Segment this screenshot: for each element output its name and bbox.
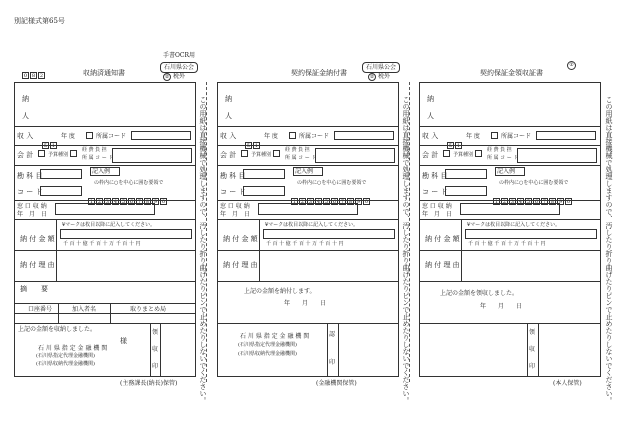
code-field[interactable] xyxy=(243,186,285,196)
dept-code-field[interactable] xyxy=(536,131,596,140)
expense-label: 経 費 負 担 xyxy=(487,147,512,153)
expense-field[interactable] xyxy=(112,148,192,163)
yen-note: ¥マークは枚目以降に記入してください。 xyxy=(62,222,156,228)
checkbox[interactable] xyxy=(241,150,248,157)
panel3-keeper: (本人保管) xyxy=(553,380,582,387)
payer-label: 納 xyxy=(427,95,434,103)
payer-label-2: 人 xyxy=(427,112,434,120)
digit-box: 7 xyxy=(340,199,345,205)
amount-field[interactable] xyxy=(465,229,597,239)
window-label: 窓 口 収 納 xyxy=(17,203,47,210)
dept-label: 所 属 コ ー ド xyxy=(82,155,114,161)
panel2-org-badge: 石川県公会 xyxy=(362,62,400,73)
checkbox[interactable] xyxy=(475,150,482,157)
col-subscriber-name: 加入者名 xyxy=(72,306,97,313)
dept-label: 所 属 コ ー ド xyxy=(285,155,317,161)
payer-label-2: 人 xyxy=(225,112,232,120)
digit-box: 0 xyxy=(566,199,571,205)
confirm-label-3: 印 xyxy=(152,363,159,370)
digit-box: 2 xyxy=(502,199,507,205)
vertical-note-1: この用紙は直接機械で処理しますので、汚したり折り曲げたりピンで止めたりしないでください。 xyxy=(199,96,207,404)
entry-example: 記入例 xyxy=(497,168,516,175)
code-boxes xyxy=(22,62,46,81)
account-label: 会 計 xyxy=(220,151,237,159)
date-label: 年 月 日 xyxy=(220,211,251,218)
window-label: 窓 口 収 納 xyxy=(422,203,452,210)
col-account-number: 口座番号 xyxy=(28,306,53,313)
year-digit: 1 xyxy=(456,143,461,149)
panel1-title: 収納済通知書 xyxy=(83,69,125,77)
expense-label: 経 費 負 担 xyxy=(82,147,107,153)
digit-box: 9 xyxy=(153,199,158,205)
payer-label: 納 xyxy=(225,95,232,103)
digit-box: 5 xyxy=(121,199,126,205)
panel3-received-text: 上記の金額を領収しました。 xyxy=(440,290,519,297)
digit-box: 8 xyxy=(348,199,353,205)
year-digits xyxy=(447,132,463,151)
year-label: 年 度 xyxy=(264,133,278,140)
digit-box: 4 xyxy=(518,199,523,205)
amount-label: 納 付 金 額 xyxy=(223,235,258,243)
amount-label: 納 付 金 額 xyxy=(425,235,460,243)
digit-box: 7 xyxy=(137,199,142,205)
year-label: 年 度 xyxy=(61,133,75,140)
dept-label: 所 属 コ ー ド xyxy=(487,155,519,161)
window-date-field[interactable] xyxy=(258,203,358,215)
budget-type-label: 予算種別 xyxy=(251,152,272,158)
budget-type-label: 予算種別 xyxy=(453,152,474,158)
tax-mark-icon: ② xyxy=(567,61,576,70)
subject-field[interactable] xyxy=(243,169,285,179)
panel1-org-badge: 石川県公会 xyxy=(160,62,198,73)
digit-box: 6 xyxy=(534,199,539,205)
confirm-label-2: 収 xyxy=(152,346,159,353)
tax-exempt-label: 税外 xyxy=(173,73,186,80)
confirm-label-2: 収 xyxy=(529,346,536,353)
dept-code-label: 所属コード xyxy=(501,133,532,140)
dept-code-field[interactable] xyxy=(334,131,394,140)
panel2-title: 契約保証金納付書 xyxy=(291,69,347,77)
yen-note: ¥マークは枚目以降に記入してください。 xyxy=(467,222,561,228)
bank-line-1: 石 川 県 指 定 金 融 機 関 xyxy=(240,333,310,340)
payer-label: 納 xyxy=(22,95,29,103)
ocr-note: 手書OCR用 xyxy=(163,52,196,59)
dept-code-label: 所属コード xyxy=(299,133,330,140)
digit-box: 4 xyxy=(113,199,118,205)
entry-example: 記入例 xyxy=(92,168,111,175)
panel3-title: 契約保証金領収証書 xyxy=(480,69,543,77)
example-box xyxy=(293,167,323,176)
digit-box: 2 xyxy=(97,199,102,205)
confirm-label-3: 印 xyxy=(529,363,536,370)
digit-box: 5 xyxy=(324,199,329,205)
bank-line-1: 石 川 県 指 定 金 融 機 関 xyxy=(38,345,108,352)
code-label: コ ー ド xyxy=(422,188,448,196)
subject-label: 勘 科 目 xyxy=(220,172,246,180)
checkbox[interactable] xyxy=(443,150,450,157)
date-label: 年 月 日 xyxy=(17,211,48,218)
entry-instruction: の枠内に○を中心に囲む要領で xyxy=(297,180,367,186)
side-label: 様 xyxy=(120,337,127,345)
code-field[interactable] xyxy=(445,186,487,196)
subject-field[interactable] xyxy=(40,169,82,179)
digit-box: 9 xyxy=(356,199,361,205)
year-digits xyxy=(245,132,261,151)
digit-box: 3 xyxy=(510,199,515,205)
checkbox[interactable] xyxy=(86,132,93,139)
checkbox[interactable] xyxy=(38,150,45,157)
year-label: 年 度 xyxy=(466,133,480,140)
receipt-label: 収 入 xyxy=(220,132,237,140)
amount-field[interactable] xyxy=(60,229,192,239)
entry-instruction: の枠内に○を中心に囲む要領で xyxy=(499,180,569,186)
confirm-label-1: 領 xyxy=(152,329,159,336)
summary-label: 摘 要 xyxy=(20,285,48,293)
digit-box: 7 xyxy=(542,199,547,205)
date-label: 年 月 日 xyxy=(422,211,453,218)
bank-line-3: (石川県収納代理金融機関) xyxy=(36,361,95,367)
window-date-field[interactable] xyxy=(460,203,560,215)
year-digit: 5 xyxy=(448,143,453,149)
reason-label: 納 付 理 由 xyxy=(223,261,258,269)
confirm-label-1: 領 xyxy=(529,329,536,336)
bank-line-3: (石川県収納代理金融機関) xyxy=(238,351,297,357)
digit-box: 8 xyxy=(550,199,555,205)
panel2-keeper: (金融機関保管) xyxy=(316,380,357,387)
payer-label-2: 人 xyxy=(22,112,29,120)
dept-code-field[interactable] xyxy=(131,131,191,140)
checkbox[interactable] xyxy=(273,150,280,157)
example-box xyxy=(495,167,525,176)
code-label: コ ー ド xyxy=(17,188,43,196)
digit-box: 2 xyxy=(300,199,305,205)
example-box xyxy=(90,167,120,176)
account-label: 会 計 xyxy=(422,151,439,159)
digit-box: 8 xyxy=(145,199,150,205)
subject-label: 勘 科 目 xyxy=(17,172,43,180)
digit-box: 0 xyxy=(364,199,369,205)
digit-box: 3 xyxy=(105,199,110,205)
vertical-note-2: この用紙は直接機械で処理しますので、汚したり折り曲げたりピンで止めたりしないでください。 xyxy=(402,96,410,404)
reason-label: 納 付 理 由 xyxy=(20,261,55,269)
digit-box: 9 xyxy=(558,199,563,205)
tax-exempt-label: 税外 xyxy=(378,73,391,80)
budget-type-label: 予算種別 xyxy=(48,152,69,158)
receipt-label: 収 入 xyxy=(422,132,439,140)
subject-field[interactable] xyxy=(445,169,487,179)
bank-line-2: (石川県指定代理金融機関) xyxy=(238,342,297,348)
digit-box: 6 xyxy=(129,199,134,205)
panel2-date-text: 年 月 日 xyxy=(284,300,327,307)
year-digit: 5 xyxy=(43,143,48,149)
amount-field[interactable] xyxy=(263,229,395,239)
digit-box: 1 xyxy=(89,199,94,205)
digit-box: 3 xyxy=(308,199,313,205)
expense-field[interactable] xyxy=(517,148,597,163)
digit-box: 4 xyxy=(316,199,321,205)
code-field[interactable] xyxy=(40,186,82,196)
year-digits xyxy=(42,132,58,151)
year-digit: 1 xyxy=(51,143,56,149)
subject-label: 勘 科 目 xyxy=(422,172,448,180)
amount-units: 千 百 十 億 千 百 十 万 千 百 十 円 xyxy=(63,241,141,247)
code-box: 2 xyxy=(39,73,44,79)
digit-box: 6 xyxy=(332,199,337,205)
dept-code-label: 所属コード xyxy=(96,133,127,140)
checkbox[interactable] xyxy=(491,132,498,139)
digit-box: 0 xyxy=(161,199,166,205)
digit-box: 1 xyxy=(494,199,499,205)
expense-label: 経 費 負 担 xyxy=(285,147,310,153)
digit-box: 5 xyxy=(526,199,531,205)
vertical-note-3: この用紙は直接機械で処理しますので、汚したり折り曲げたりピンで止めたりしないでください。 xyxy=(605,96,613,404)
checkbox[interactable] xyxy=(70,150,77,157)
panel3-date-text: 年 月 日 xyxy=(480,303,523,310)
code-label: コ ー ド xyxy=(220,188,246,196)
account-label: 会 計 xyxy=(17,151,34,159)
code-box: 0 xyxy=(23,73,28,79)
amount-units: 千 百 十 億 千 百 十 万 千 百 十 円 xyxy=(266,241,344,247)
entry-example: 記入例 xyxy=(295,168,314,175)
receipt-label: 収 入 xyxy=(17,132,34,140)
reason-label: 納 付 理 由 xyxy=(425,261,460,269)
col-collection-office: 取りまとめ局 xyxy=(130,306,167,313)
year-digit: 5 xyxy=(246,143,251,149)
bank-line-2: (石川県指定代理金融機関) xyxy=(36,353,95,359)
yen-note: ¥マークは枚目以降に記入してください。 xyxy=(265,222,359,228)
digit-box: 1 xyxy=(292,199,297,205)
year-digit: 1 xyxy=(254,143,259,149)
checkbox[interactable] xyxy=(289,132,296,139)
confirm-label-1: 認 xyxy=(329,331,336,338)
panel1-keeper: (主務課長(納長)保管) xyxy=(120,380,178,387)
tax-mark-icon: ② xyxy=(369,74,375,80)
entry-instruction: の枠内に○を中心に囲む要領で xyxy=(94,180,164,186)
panel1-received-text: 上記の金額を収納しました。 xyxy=(18,326,97,333)
expense-field[interactable] xyxy=(315,148,395,163)
form-number: 別記様式第65号 xyxy=(14,17,65,25)
amount-units: 千 百 十 億 千 百 十 万 千 百 十 円 xyxy=(468,241,546,247)
tax-mark-icon: ② xyxy=(164,74,170,80)
code-box: 8 xyxy=(31,73,36,79)
confirm-label-2: 印 xyxy=(329,359,336,366)
window-label: 窓 口 収 納 xyxy=(220,203,250,210)
amount-label: 納 付 金 額 xyxy=(20,235,55,243)
window-date-field[interactable] xyxy=(55,203,155,215)
panel2-paid-text: 上記の金額を納付します。 xyxy=(244,288,316,295)
